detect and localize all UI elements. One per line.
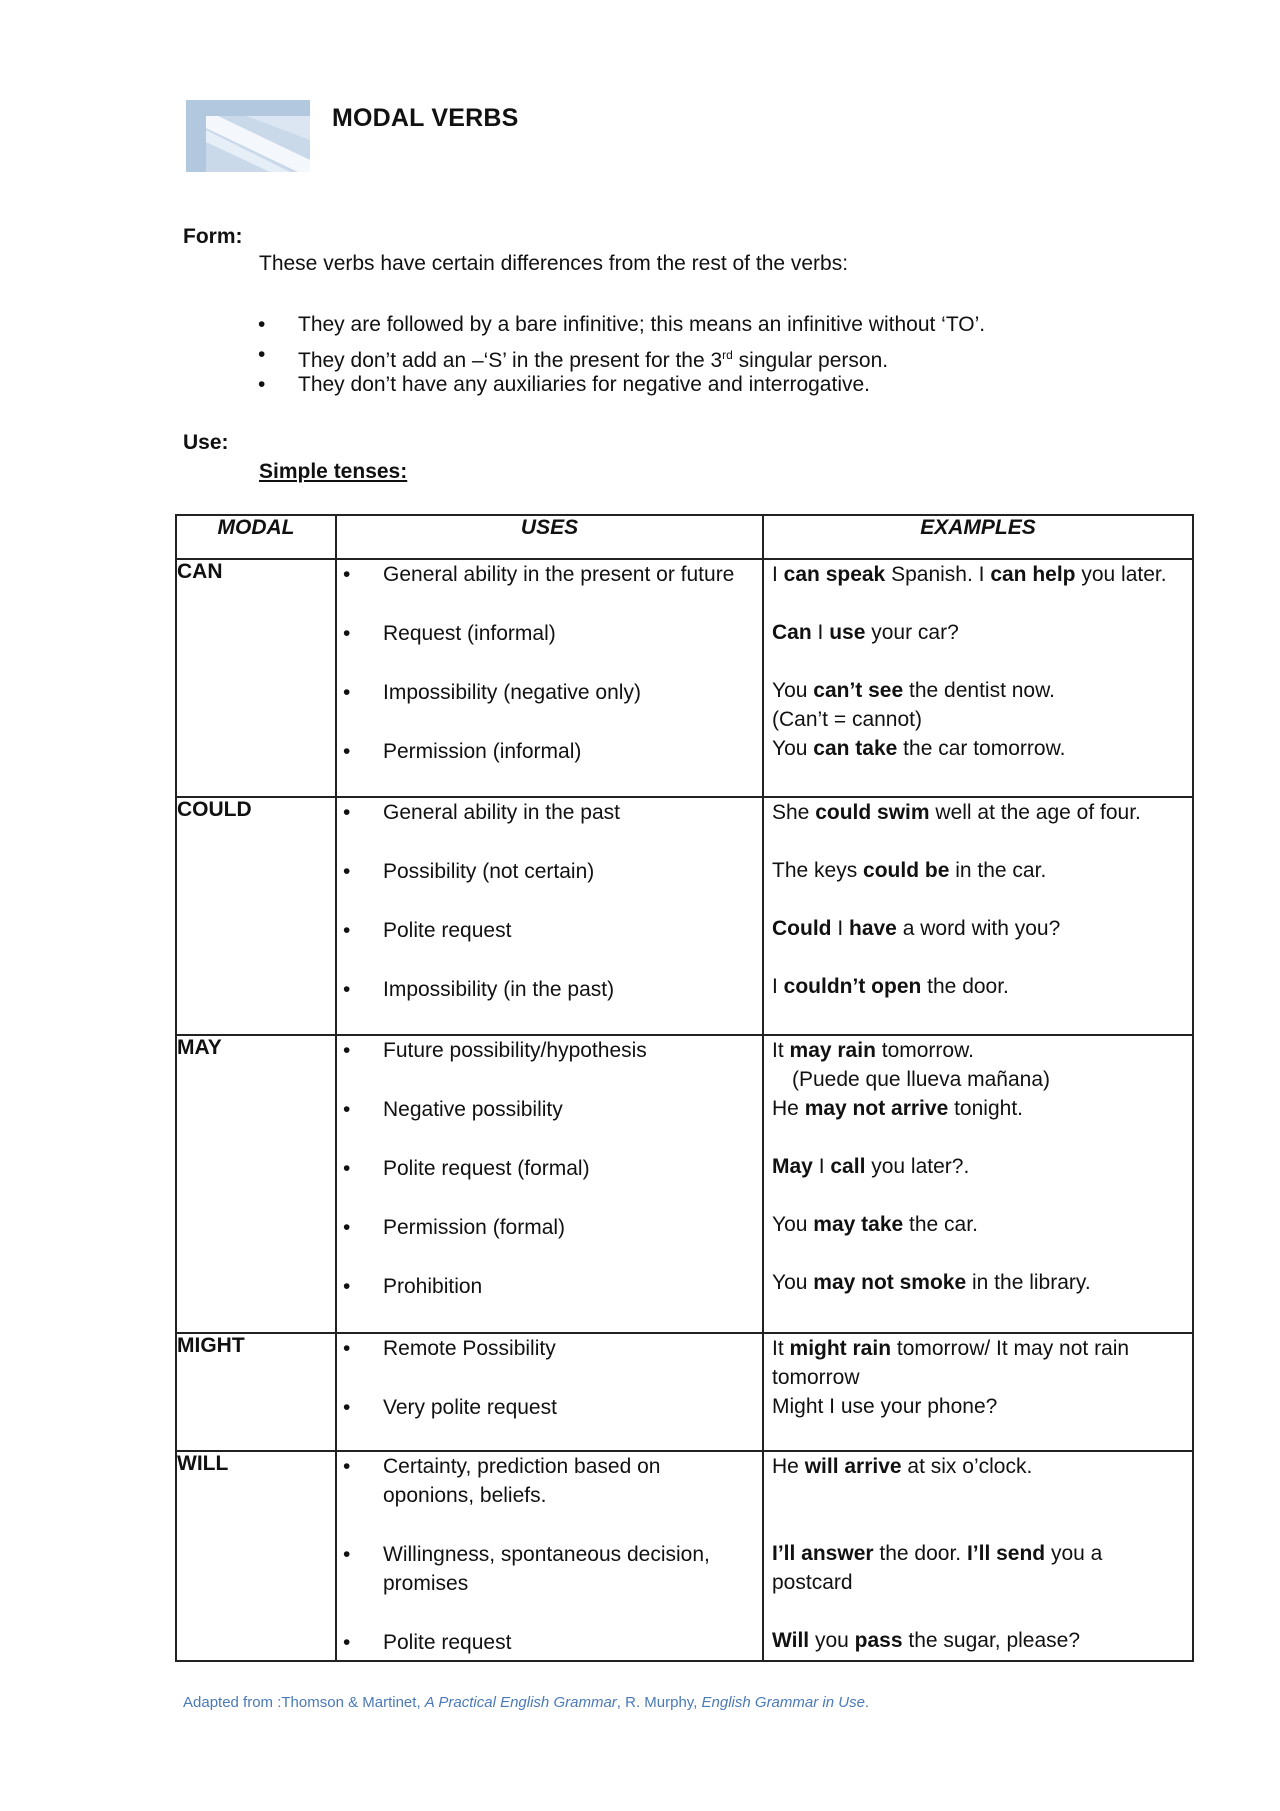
modal-name-cell: CAN	[176, 559, 336, 797]
example-text: I	[772, 563, 784, 586]
example-line	[764, 560, 1192, 589]
table-header-row	[176, 515, 1193, 559]
example-line	[764, 1065, 1192, 1094]
use-text: General ability in the present or future	[383, 563, 735, 586]
example-text: It	[772, 1039, 790, 1062]
example-keyword: Could	[772, 917, 832, 940]
bullet-icon: •	[343, 1337, 351, 1360]
table-row	[176, 797, 1193, 1035]
example-text: well at the age of four.	[929, 801, 1141, 824]
footer-suffix: .	[864, 1694, 870, 1711]
examples-cell	[763, 1451, 1193, 1661]
header-examples: EXAMPLES	[763, 515, 1193, 559]
use-item	[337, 975, 762, 1004]
example-text: I	[831, 917, 849, 940]
example-text: your car?	[865, 621, 959, 644]
use-text: Polite request	[383, 919, 512, 942]
example-keyword: I’ll answer	[772, 1542, 874, 1565]
example-text: at six o’clock.	[901, 1455, 1033, 1478]
example-text: in the car.	[949, 859, 1047, 882]
form-rule-text: They don’t have any auxiliaries for negative and interrogative.	[298, 373, 871, 396]
source-footer	[183, 1694, 869, 1711]
ordinal-superscript: rd	[722, 348, 733, 362]
flag-logo-icon	[186, 100, 310, 172]
example-text: you later?.	[865, 1155, 970, 1178]
example-line	[764, 1334, 1192, 1363]
use-item	[337, 1334, 762, 1393]
example-text: tomorrow	[772, 1366, 860, 1389]
example-keyword: may take	[813, 1213, 904, 1236]
examples-cell	[763, 1333, 1193, 1451]
bullet-icon: •	[258, 343, 266, 366]
use-text: Remote Possibility	[383, 1337, 556, 1360]
example-line	[764, 1481, 1192, 1510]
example-line	[764, 798, 1192, 827]
example-text: You	[772, 1213, 814, 1236]
example-line	[764, 943, 1192, 972]
examples-cell	[763, 1035, 1193, 1333]
use-item	[337, 857, 762, 916]
example-text: I	[772, 975, 784, 998]
example-text: tomorrow.	[875, 1039, 974, 1062]
table-row	[176, 1035, 1193, 1333]
example-keyword: can’t see	[813, 679, 904, 702]
bullet-icon: •	[343, 1157, 351, 1180]
use-text: Very polite request	[383, 1396, 557, 1419]
table-row	[176, 1333, 1193, 1451]
example-text: tomorrow/ It may not rain	[891, 1337, 1130, 1360]
bullet-icon: •	[343, 1455, 351, 1478]
example-line	[764, 1094, 1192, 1123]
bullet-icon: •	[343, 622, 351, 645]
example-line	[764, 914, 1192, 943]
use-label: Use:	[183, 431, 229, 454]
modal-name-cell: COULD	[176, 797, 336, 1035]
use-text: Prohibition	[383, 1275, 483, 1298]
example-text: He	[772, 1455, 805, 1478]
example-text: you later.	[1075, 563, 1167, 586]
example-text: you	[809, 1629, 855, 1652]
bullet-icon: •	[343, 1216, 351, 1239]
form-rules-list	[258, 310, 985, 400]
list-item	[258, 340, 985, 370]
bullet-icon: •	[343, 740, 351, 763]
example-keyword: will arrive	[804, 1455, 902, 1478]
use-item	[337, 1095, 762, 1154]
example-text: postcard	[772, 1571, 853, 1594]
example-text: You	[772, 737, 814, 760]
example-line	[764, 1268, 1192, 1297]
rule-text-part: singular person.	[732, 349, 889, 372]
example-keyword: may not arrive	[804, 1097, 949, 1120]
use-text: Polite request	[383, 1631, 512, 1654]
rule-text-part: They don’t add an –‘S’ in the present for the 3	[298, 349, 723, 372]
example-keyword: Can	[772, 621, 812, 644]
example-text: I	[811, 621, 830, 644]
example-line	[764, 1568, 1192, 1597]
bullet-icon: •	[343, 978, 351, 1001]
example-line	[764, 1210, 1192, 1239]
form-rule-text	[298, 340, 888, 370]
example-text: Spanish. I	[885, 563, 991, 586]
example-line	[764, 1626, 1192, 1655]
example-text: (Puede que llueva mañana)	[792, 1068, 1051, 1091]
use-item	[337, 1393, 762, 1422]
example-keyword: I’ll send	[966, 1542, 1046, 1565]
example-keyword: may not smoke	[813, 1271, 967, 1294]
example-text: the door.	[921, 975, 1009, 998]
bullet-icon: •	[343, 563, 351, 586]
bullet-icon: •	[343, 1275, 351, 1298]
bullet-icon: •	[343, 1396, 351, 1419]
use-item	[337, 1213, 762, 1272]
example-text: Might I use your phone?	[772, 1395, 998, 1418]
use-item	[337, 1154, 762, 1213]
example-text: the sugar, please?	[902, 1629, 1081, 1652]
uses-cell	[336, 559, 763, 797]
example-text: the car.	[903, 1213, 978, 1236]
example-line	[764, 676, 1192, 705]
example-keyword: Will	[772, 1629, 810, 1652]
example-line	[764, 856, 1192, 885]
modal-name-cell: MAY	[176, 1035, 336, 1333]
modal-verbs-table	[175, 514, 1194, 1662]
use-text: Request (informal)	[383, 622, 556, 645]
example-text: It	[772, 1337, 790, 1360]
example-line	[764, 885, 1192, 914]
uses-cell	[336, 1451, 763, 1661]
example-text: You	[772, 1271, 814, 1294]
use-item	[337, 619, 762, 678]
example-keyword: can speak	[783, 563, 886, 586]
example-text: She	[772, 801, 816, 824]
example-text: tonight.	[948, 1097, 1023, 1120]
bullet-icon: •	[343, 1543, 351, 1566]
example-line	[764, 1123, 1192, 1152]
use-text: Possibility (not certain)	[383, 860, 595, 883]
bullet-icon: •	[343, 1631, 351, 1654]
use-item	[337, 798, 762, 857]
example-keyword: might rain	[789, 1337, 892, 1360]
example-line	[764, 1363, 1192, 1392]
use-text: Impossibility (in the past)	[383, 978, 615, 1001]
header-modal: MODAL	[176, 515, 336, 559]
example-line	[764, 618, 1192, 647]
use-item	[337, 1272, 762, 1301]
use-item	[337, 1540, 762, 1628]
form-label: Form:	[183, 225, 243, 248]
example-line	[764, 647, 1192, 676]
example-line	[764, 1392, 1192, 1421]
bullet-icon: •	[343, 801, 351, 824]
header-uses: USES	[336, 515, 763, 559]
footer-prefix: Adapted from :Thomson & Martinet,	[183, 1694, 425, 1711]
use-item	[337, 1452, 762, 1540]
example-line	[764, 1597, 1192, 1626]
example-text: the door.	[873, 1542, 967, 1565]
bullet-icon: •	[343, 919, 351, 942]
example-keyword: call	[830, 1155, 866, 1178]
use-text: Polite request (formal)	[383, 1157, 590, 1180]
page-title: MODAL VERBS	[332, 104, 519, 132]
use-text: Certainty, prediction based on oponions, beliefs.	[383, 1455, 661, 1507]
example-keyword: have	[849, 917, 897, 940]
example-keyword: use	[829, 621, 866, 644]
example-line	[764, 589, 1192, 618]
use-text: Permission (informal)	[383, 740, 582, 763]
example-text: a word with you?	[896, 917, 1061, 940]
example-keyword: pass	[854, 1629, 903, 1652]
example-keyword: couldn’t open	[783, 975, 922, 998]
list-item	[258, 310, 985, 340]
table-row	[176, 1451, 1193, 1661]
example-keyword: can take	[813, 737, 898, 760]
example-keyword: may rain	[789, 1039, 876, 1062]
use-text: Impossibility (negative only)	[383, 681, 641, 704]
footer-book-title: A Practical English Grammar	[424, 1694, 617, 1711]
example-text: you a	[1045, 1542, 1103, 1565]
example-line	[764, 1181, 1192, 1210]
use-item	[337, 916, 762, 975]
example-keyword: May	[772, 1155, 813, 1178]
form-intro: These verbs have certain differences from the rest of the verbs:	[259, 252, 849, 275]
modal-name-cell: WILL	[176, 1451, 336, 1661]
footer-book-title: English Grammar in Use	[701, 1694, 865, 1711]
example-line	[764, 1036, 1192, 1065]
example-line	[764, 1239, 1192, 1268]
example-keyword: could swim	[815, 801, 930, 824]
example-text: I	[812, 1155, 831, 1178]
modal-name-cell: MIGHT	[176, 1333, 336, 1451]
example-text: He	[772, 1097, 805, 1120]
examples-cell	[763, 559, 1193, 797]
uses-cell	[336, 1333, 763, 1451]
example-text: the car tomorrow.	[897, 737, 1066, 760]
example-text: in the library.	[966, 1271, 1091, 1294]
bullet-icon: •	[343, 1098, 351, 1121]
bullet-icon: •	[343, 681, 351, 704]
example-keyword: can help	[990, 563, 1076, 586]
example-text: (Can’t = cannot)	[772, 708, 922, 731]
use-text: Negative possibility	[383, 1098, 563, 1121]
table-row	[176, 559, 1193, 797]
uses-cell	[336, 797, 763, 1035]
footer-middle: , R. Murphy,	[616, 1694, 702, 1711]
example-text: You	[772, 679, 814, 702]
example-line	[764, 1539, 1192, 1568]
example-line	[764, 1152, 1192, 1181]
example-line	[764, 827, 1192, 856]
simple-tenses-heading: Simple tenses:	[259, 460, 408, 483]
use-text: Willingness, spontaneous decision, promises	[383, 1543, 710, 1595]
use-item	[337, 678, 762, 737]
use-item	[337, 1036, 762, 1095]
bullet-icon: •	[258, 373, 266, 396]
example-line	[764, 1452, 1192, 1481]
bullet-icon: •	[343, 1039, 351, 1062]
example-keyword: could be	[863, 859, 950, 882]
use-text: General ability in the past	[383, 801, 620, 824]
table-body	[176, 559, 1193, 1661]
use-item	[337, 1628, 762, 1657]
list-item	[258, 370, 985, 400]
use-text: Permission (formal)	[383, 1216, 566, 1239]
use-item	[337, 737, 762, 766]
uses-cell	[336, 1035, 763, 1333]
example-line	[764, 1510, 1192, 1539]
use-item	[337, 560, 762, 619]
example-text: the dentist now.	[903, 679, 1055, 702]
example-line	[764, 734, 1192, 763]
form-rule-text: They are followed by a bare infinitive; this means an infinitive without ‘TO’.	[298, 313, 986, 336]
example-line	[764, 972, 1192, 1001]
examples-cell	[763, 797, 1193, 1035]
bullet-icon: •	[343, 860, 351, 883]
bullet-icon: •	[258, 313, 266, 336]
example-text: The keys	[772, 859, 864, 882]
use-text: Future possibility/hypothesis	[383, 1039, 647, 1062]
example-line	[764, 705, 1192, 734]
